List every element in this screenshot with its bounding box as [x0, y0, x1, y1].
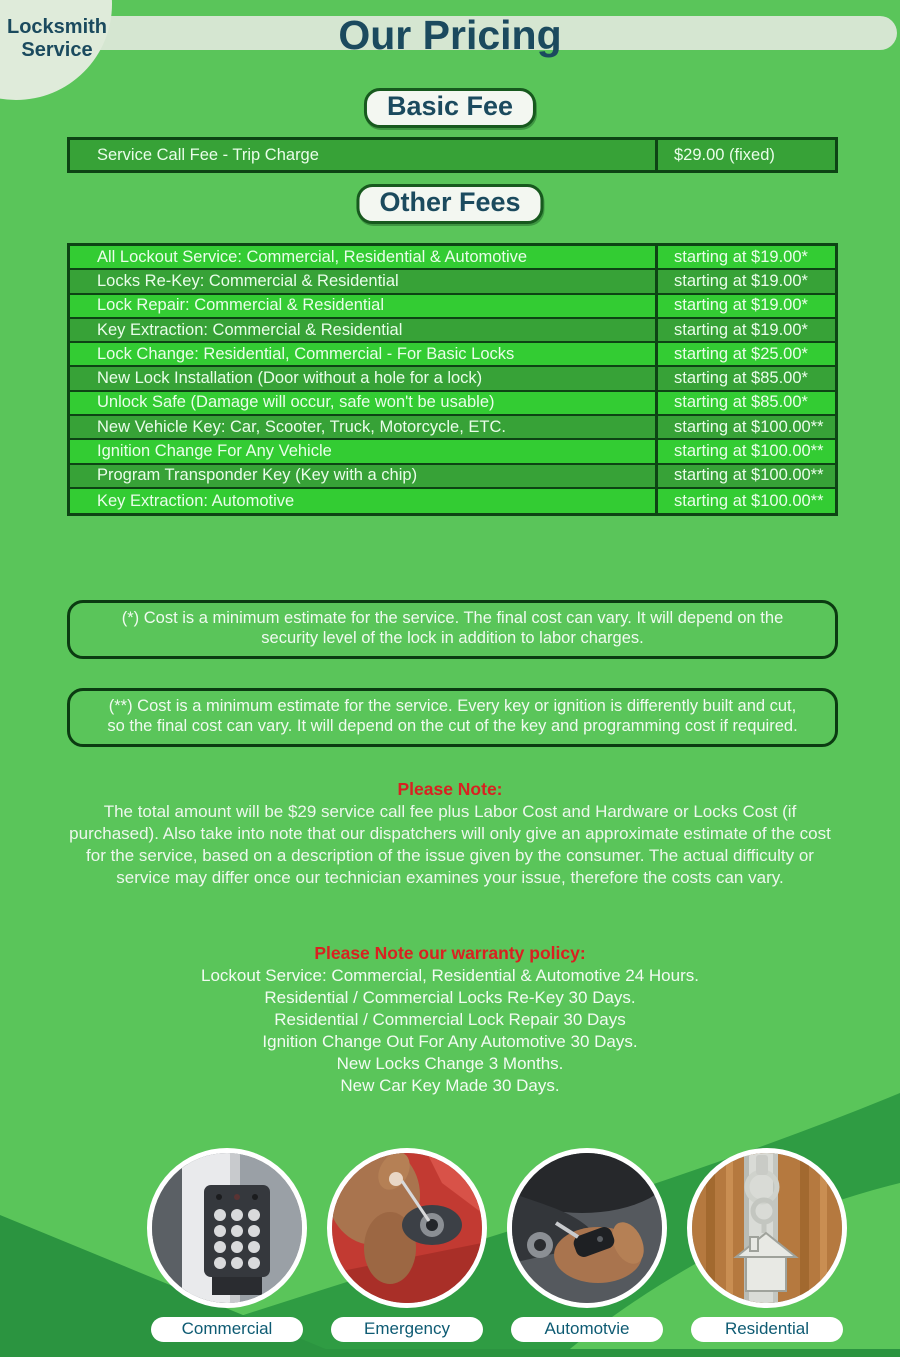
car-lockout-photo [332, 1153, 482, 1303]
service-price: starting at $19.00* [655, 295, 835, 317]
car-key-hand-photo [512, 1153, 662, 1303]
single-star-note-box: (*) Cost is a minimum estimate for the service. The final cost can vary. It will depend on the security level of the lock in addition to labor charges. [67, 600, 838, 659]
warranty-line: New Locks Change 3 Months. [336, 1054, 564, 1073]
service-name: Program Transponder Key (Key with a chip) [97, 466, 418, 485]
service-name: Key Extraction: Commercial & Residential [97, 320, 403, 339]
service-price: starting at $85.00* [655, 367, 835, 389]
double-star-note-box: (**) Cost is a minimum estimate for the service. Every key or ignition is differently built and cut, so the final cost can vary. It will depend on the cut of the key and programming cost if required. [67, 688, 838, 747]
table-row [70, 295, 835, 319]
page-title: Our Pricing [338, 12, 562, 58]
service-name: All Lockout Service: Commercial, Residential & Automotive [97, 247, 528, 266]
service-name: New Lock Installation (Door without a hole for a lock) [97, 369, 483, 388]
brand-line2: Service [21, 39, 93, 61]
table-row [70, 392, 835, 416]
table-row [70, 343, 835, 367]
service-price: starting at $19.00* [655, 270, 835, 292]
warranty-line: Residential / Commercial Lock Repair 30 Days [274, 1010, 626, 1029]
basic-fee-table [67, 137, 838, 173]
label-slot [147, 1317, 307, 1342]
table-row [70, 489, 835, 513]
emergency-label-button[interactable]: Emergency [331, 1317, 483, 1342]
service-name: Service Call Fee - Trip Charge [97, 145, 319, 164]
warranty-line: Residential / Commercial Locks Re-Key 30 Days. [264, 988, 636, 1007]
service-price: starting at $19.00* [655, 246, 835, 268]
service-name: Key Extraction: Automotive [97, 491, 295, 510]
house-keychain-photo [692, 1153, 842, 1303]
service-price: starting at $25.00* [655, 343, 835, 365]
service-price: starting at $100.00** [655, 489, 835, 513]
commercial-category-circle[interactable] [147, 1148, 307, 1308]
residential-label-button[interactable]: Residential [691, 1317, 843, 1342]
residential-category-circle[interactable] [687, 1148, 847, 1308]
table-row [70, 416, 835, 440]
label-slot [687, 1317, 847, 1342]
service-name: Locks Re-Key: Commercial & Residential [97, 271, 399, 290]
label-slot [507, 1317, 667, 1342]
table-row [70, 270, 835, 294]
warranty-line: New Car Key Made 30 Days. [340, 1076, 560, 1095]
automotive-category-circle[interactable] [507, 1148, 667, 1308]
category-labels-row [147, 1317, 847, 1342]
service-price: starting at $100.00** [655, 416, 835, 438]
brand-line1: Locksmith [6, 16, 108, 38]
table-row [70, 246, 835, 270]
warranty-line: Ignition Change Out For Any Automotive 30 Days. [262, 1032, 638, 1051]
warranty-policy-list [0, 965, 900, 1097]
service-price: starting at $19.00* [655, 319, 835, 341]
warranty-line: Lockout Service: Commercial, Residential & Automotive 24 Hours. [201, 966, 699, 985]
emergency-category-circle[interactable] [327, 1148, 487, 1308]
service-name: Lock Repair: Commercial & Residential [97, 296, 385, 315]
other-fees-table [67, 243, 838, 516]
category-photos-row [147, 1148, 847, 1308]
please-note-body: The total amount will be $29 service call fee plus Labor Cost and Hardware or Locks Cost (if purchased). Also take into note that our dispatchers will only give an approximate estimate of the cost for the service, based on a description of the issue given by the consumer. The actual difficulty or service may differ once our technician examines your issue, therefore the costs can vary. [69, 802, 831, 887]
service-name: Ignition Change For Any Vehicle [97, 442, 332, 461]
warranty-heading: Please Note our warranty policy: [314, 943, 586, 963]
service-price: $29.00 (fixed) [655, 140, 835, 170]
service-price: starting at $100.00** [655, 465, 835, 487]
automotive-label-button[interactable]: Automotvie [511, 1317, 663, 1342]
table-row [70, 367, 835, 391]
service-name: New Vehicle Key: Car, Scooter, Truck, Motorcycle, ETC. [97, 417, 506, 436]
please-note-heading: Please Note: [397, 779, 503, 799]
commercial-label-button[interactable]: Commercial [151, 1317, 303, 1342]
table-row [70, 440, 835, 464]
other-fees-heading: Other Fees [356, 184, 543, 224]
service-price: starting at $100.00** [655, 440, 835, 462]
label-slot [327, 1317, 487, 1342]
keypad-lock-photo [152, 1153, 302, 1303]
table-row [70, 319, 835, 343]
table-row [70, 140, 835, 170]
service-name: Lock Change: Residential, Commercial - For Basic Locks [97, 344, 515, 363]
service-price: starting at $85.00* [655, 392, 835, 414]
basic-fee-heading: Basic Fee [364, 88, 536, 128]
service-name: Unlock Safe (Damage will occur, safe won't be usable) [97, 393, 495, 412]
table-row [70, 465, 835, 489]
